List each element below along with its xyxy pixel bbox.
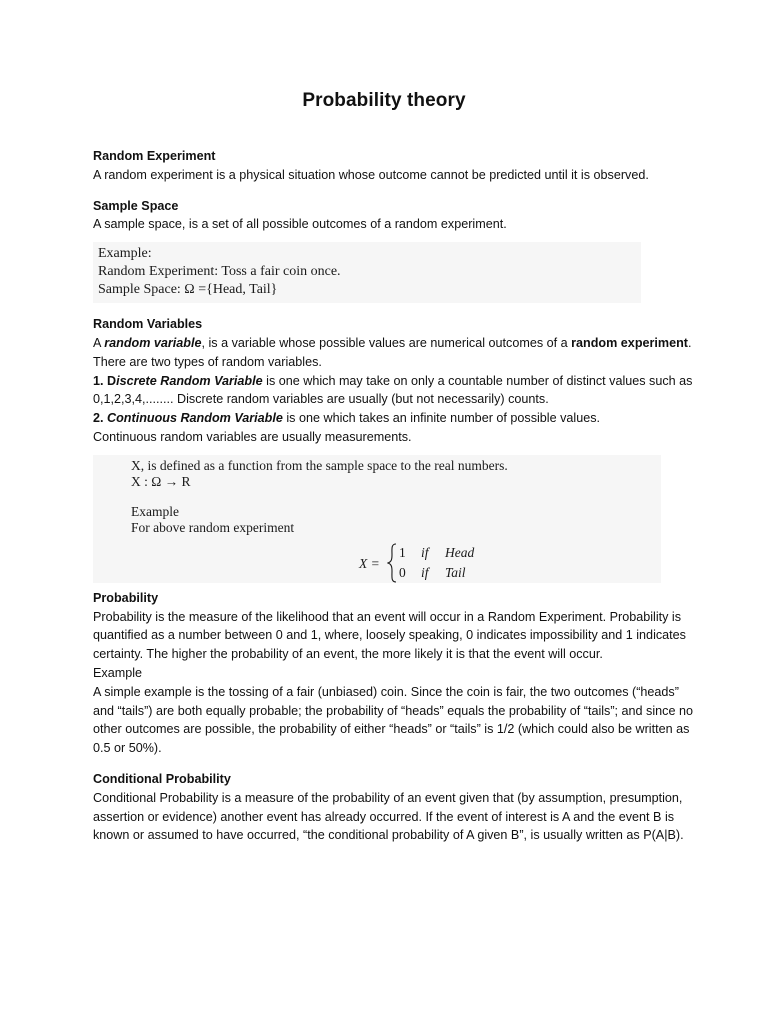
example-label: Example: [93, 665, 142, 680]
piecewise-case-2: 0 if Tail: [399, 564, 466, 580]
paragraph: Conditional Probability is a measure of the probability of an event given that (by assumption, presumption, assertion or evidence) another event has already occurred. If the event of interest is A and the event B is known or assumed to have occurred, “the conditional probability of A given B”, is usually written as P(A|B).: [93, 790, 684, 843]
section-heading: Conditional Probability: [93, 771, 231, 786]
figure-line: Sample Space: Ω ={Head, Tail}: [98, 282, 278, 298]
paragraph: 2. Continuous Random Variable is one which takes an infinite number of possible values.: [93, 411, 600, 426]
document-body: [93, 147, 693, 845]
random-variable-figure: [93, 455, 661, 583]
figure-line: For above random experiment: [131, 519, 295, 535]
section-probability: [93, 589, 693, 758]
piecewise-lhs: X =: [359, 555, 380, 571]
term-continuous-random-variable: Continuous Random Variable: [107, 411, 283, 426]
figure-line: Example:: [98, 246, 152, 262]
figure-line: Random Experiment: Toss a fair coin once.: [98, 264, 341, 280]
term-random-variable: random variable: [104, 335, 202, 350]
sample-space-example-figure: [93, 242, 641, 303]
term-discrete-random-variable: iscrete Random Variable: [116, 373, 263, 388]
section-random-experiment: [93, 147, 693, 185]
section-sample-space: [93, 197, 693, 304]
left-brace-icon: [387, 543, 397, 583]
section-heading: Probability: [93, 590, 159, 605]
paragraph: A random experiment is a physical situation whose outcome cannot be predicted until it is observed.: [93, 167, 649, 182]
figure-line: X, is defined as a function from the sample space to the real numbers.: [131, 457, 508, 473]
section-heading: Sample Space: [93, 198, 179, 213]
piecewise-case-1: 1 if Head: [399, 544, 475, 560]
paragraph: 1. Discrete Random Variable is one which may take on only a countable number of distinct values such as 0,1,2,3,4,........ Discrete random variables are usually (but not necessarily) counts.: [93, 373, 693, 407]
figure-line: X : Ω → R: [131, 473, 191, 489]
paragraph: A random variable, is a variable whose possible values are numerical outcomes of a random experiment. There are two types of random variables.: [93, 335, 692, 369]
paragraph: A sample space, is a set of all possible outcomes of a random experiment.: [93, 217, 507, 232]
piecewise-definition: [359, 545, 509, 585]
section-random-variables: [93, 315, 693, 583]
paragraph: A simple example is the tossing of a fair (unbiased) coin. Since the coin is fair, the two outcomes (“heads” and “tails”) are both equally probable; the probability of “heads” equals the probability of “tails”; and since no other outcomes are possible, the probability of either “heads” or “tails” is 1/2 (which could also be written as 0.5 or 50%).: [93, 684, 693, 756]
section-conditional-probability: [93, 770, 693, 845]
section-heading: Random Variables: [93, 317, 203, 332]
figure-line: Example: [131, 503, 179, 519]
term-random-experiment: random experiment: [571, 335, 688, 350]
paragraph: Continuous random variables are usually measurements.: [93, 429, 412, 444]
section-heading: Random Experiment: [93, 149, 216, 163]
paragraph: Probability is the measure of the likelihood that an event will occur in a Random Experiment. Probability is quantified as a number between 0 and 1, where, loosely speaking, 0 indicates impossibility and 1 indicates certainty. The higher the probability of an event, the more likely it is that the event will occur.: [93, 609, 686, 662]
page-title: Probability theory: [302, 90, 466, 111]
